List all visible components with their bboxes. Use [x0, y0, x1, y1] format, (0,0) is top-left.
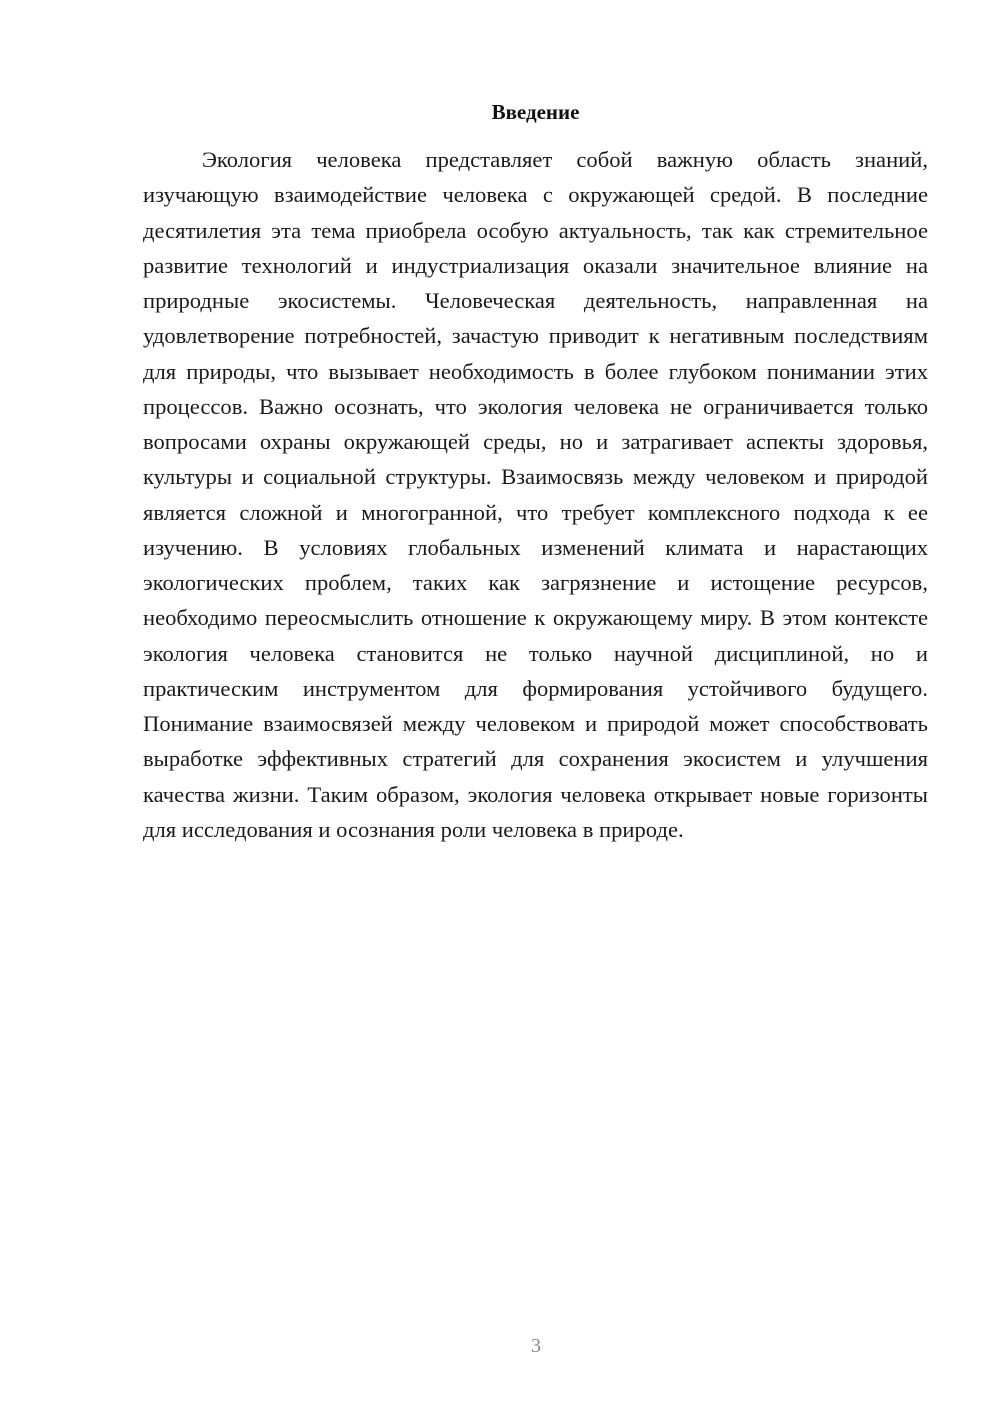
page-number: 3	[531, 1335, 541, 1357]
section-heading: Введение	[491, 100, 580, 124]
body-paragraph: Экология человека представляет собой важную область знаний, изучающую взаимодействие человека с окружающей средой. В последние десятилетия эта тема приобрела особую актуальность, так как стремительное развитие технологий и индустриализация оказали значительное влияние на природные экосистемы. Человеческая деятельность, направленная на удовлетворение потребностей, зачастую приводит к негативным последствиям для природы, что вызывает необходимость в более глубоком понимании этих процессов. Важно осознать, что экология человека не ограничивается только вопросами охраны окружающей среды, но и затрагивает аспекты здоровья, культуры и социальной структуры. Взаимосвязь между человеком и природой является сложной и многогранной, что требует комплексного подхода к ее изучению. В условиях глобальных изменений климата и нарастающих экологических проблем, таких как загрязнение и истощение ресурсов, необходимо переосмыслить отношение к окружающему миру. В этом контексте экология человека становится не только научной дисциплиной, но и практическим инструментом для формирования устойчивого будущего. Понимание взаимосвязей между человеком и природой может способствовать выработке эффективных стратегий для сохранения экосистем и улучшения качества жизни. Таким образом, экология человека открывает новые горизонты для исследования и осознания роли человека в природе.	[143, 147, 928, 842]
